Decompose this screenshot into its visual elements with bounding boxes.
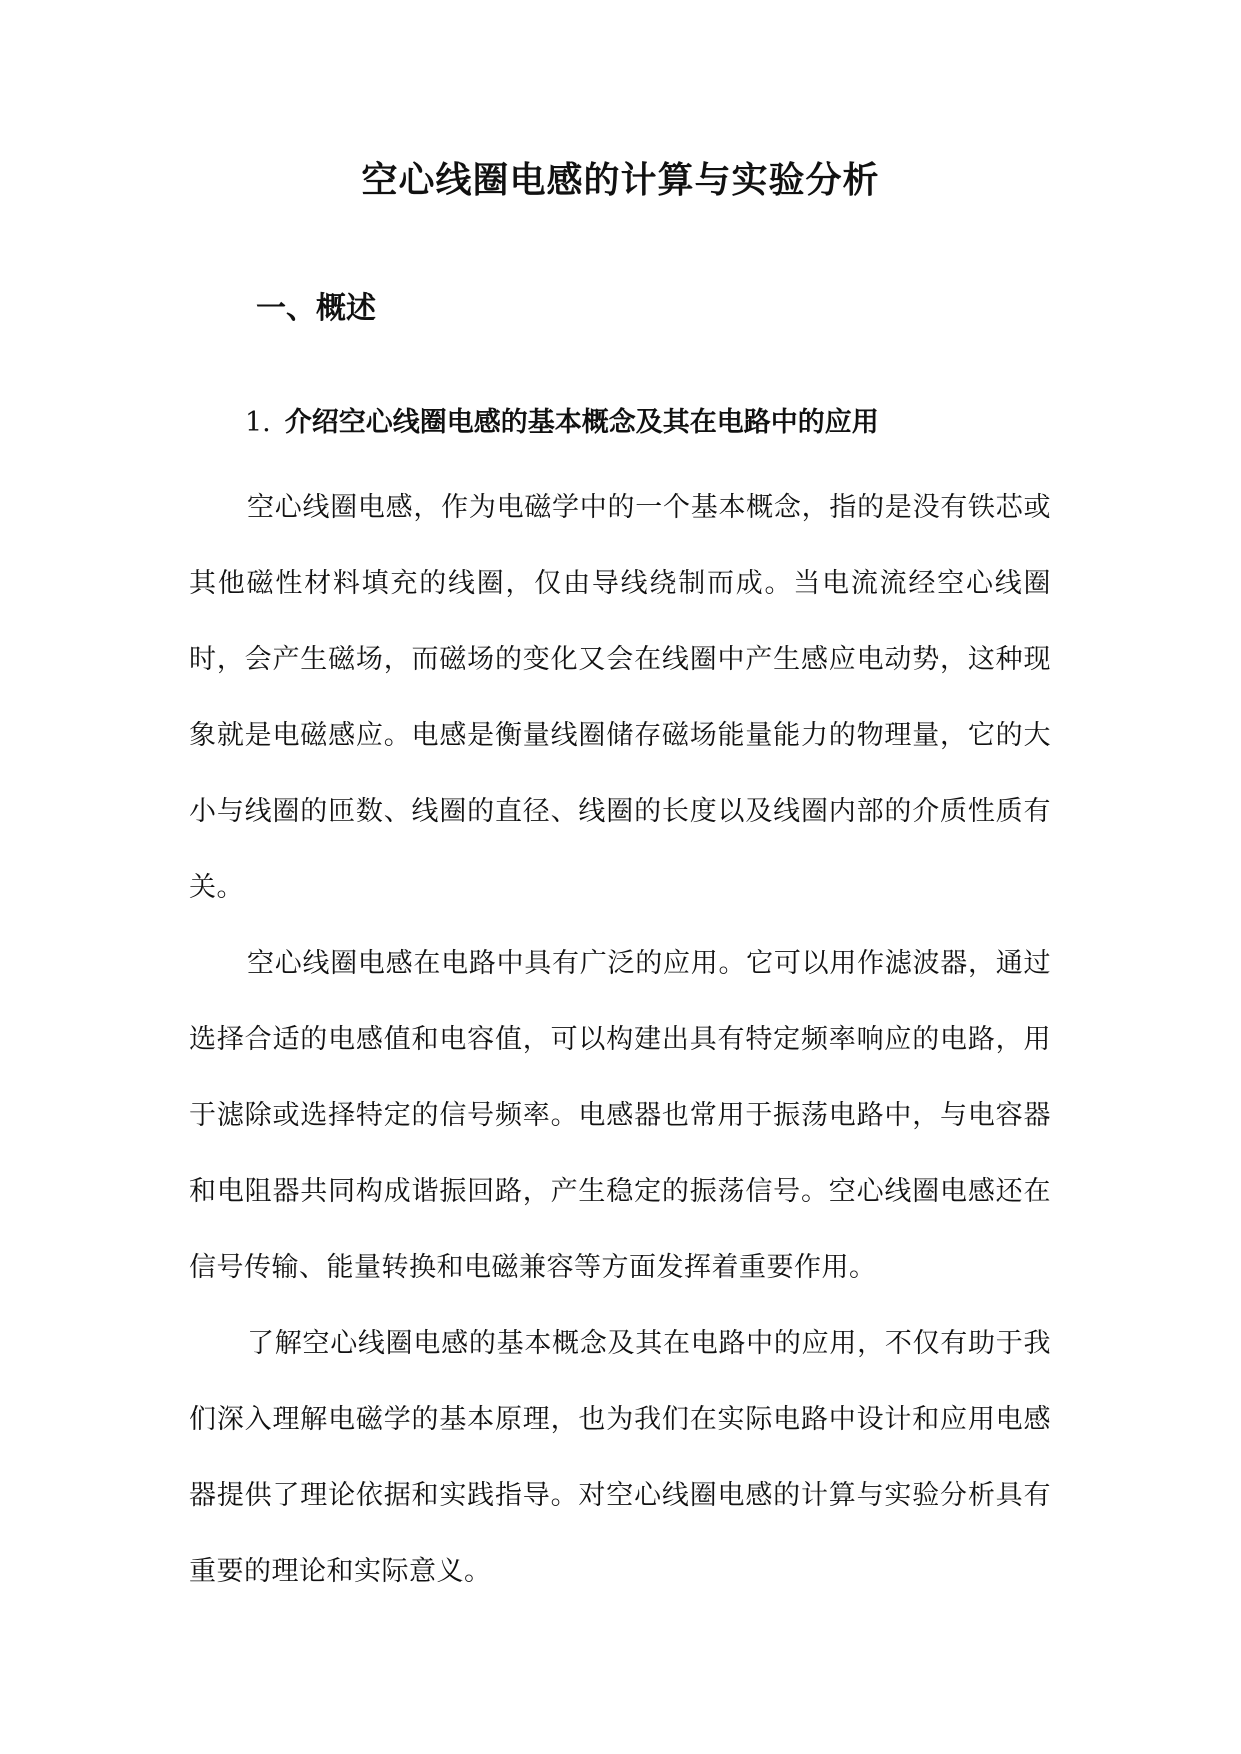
paragraph: 空心线圈电感，作为电磁学中的一个基本概念，指的是没有铁芯或其他磁性材料填充的线圈，仅由导线绕制而成。当电流流经空心线圈时，会产生磁场，而磁场的变化又会在线圈中产生感应电动势，这种现象就是电磁感应。电感是衡量线圈储存磁场能量能力的物理量，它的大小与线圈的匝数、线圈的直径、线圈的长度以及线圈内部的介质性质有关。 — [189, 492, 1051, 903]
subsection-title: 介绍空心线圈电感的基本概念及其在电路中的应用 — [284, 407, 879, 438]
paragraph: 了解空心线圈电感的基本概念及其在电路中的应用，不仅有助于我们深入理解电磁学的基本原理，也为我们在实际电路中设计和应用电感器提供了理论依据和实践指导。对空心线圈电感的计算与实验分析具有重要的理论和实际意义。 — [189, 1328, 1051, 1587]
section-heading: 一、概述 — [256, 291, 376, 326]
subsection-heading — [245, 400, 879, 439]
body-text — [189, 470, 1051, 1610]
subsection-number: 1. — [245, 407, 271, 438]
paragraph: 空心线圈电感在电路中具有广泛的应用。它可以用作滤波器，通过选择合适的电感值和电容值，可以构建出具有特定频率响应的电路，用于滤除或选择特定的信号频率。电感器也常用于振荡电路中，与电容器和电阻器共同构成谐振回路，产生稳定的振荡信号。空心线圈电感还在信号传输、能量转换和电磁兼容等方面发挥着重要作用。 — [189, 948, 1051, 1283]
document-title: 空心线圈电感的计算与实验分析 — [361, 160, 880, 201]
